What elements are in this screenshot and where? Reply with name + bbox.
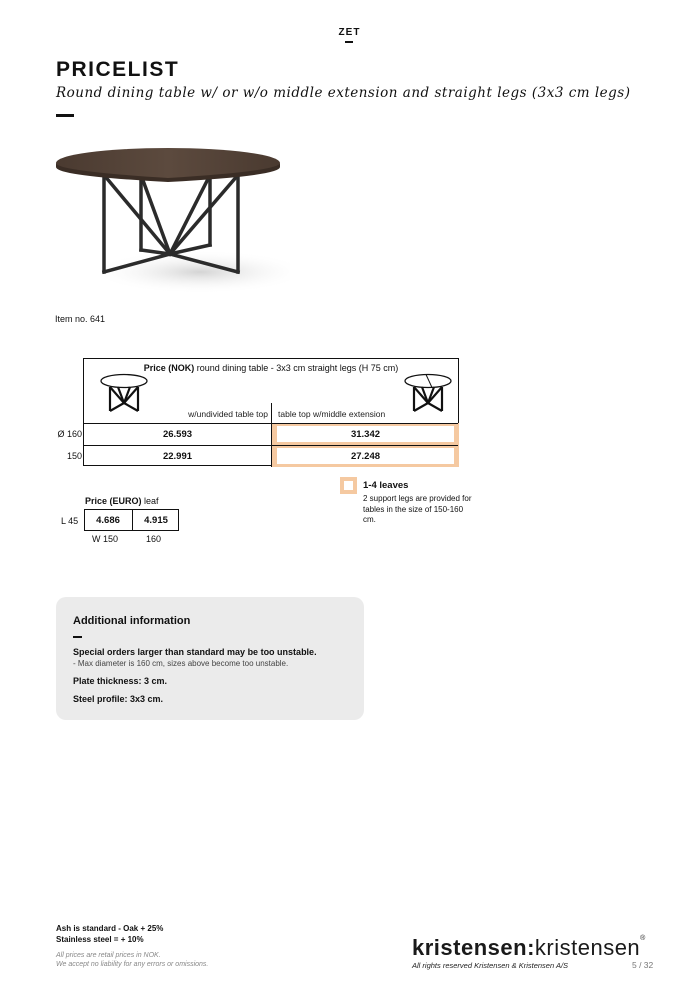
price-150-extension: 27.248 xyxy=(350,451,381,462)
footer-steel-note: Stainless steel = + 10% xyxy=(56,935,144,944)
page-subtitle: Round dining table w/ or w/o middle extension and straight legs (3x3 cm legs) xyxy=(56,85,631,101)
col-extension-label: table top w/middle extension xyxy=(278,409,386,419)
leaves-legend-swatch-inner xyxy=(344,481,353,490)
footer-liability-note: We accept no liability for any errors or omissions. xyxy=(56,961,209,968)
leaf-width-150: W 150 xyxy=(92,534,119,544)
info-plate-thickness: Plate thickness: 3 cm. xyxy=(73,676,168,686)
info-special-orders: Special orders larger than standard may be too unstable. xyxy=(73,647,317,657)
brand-part-1: kristensen xyxy=(412,935,528,960)
info-steel-profile: Steel profile: 3x3 cm. xyxy=(73,694,164,704)
price-160-extension: 31.342 xyxy=(350,429,381,440)
brand-logo xyxy=(412,935,646,961)
title-divider xyxy=(56,114,74,117)
extension-table-icon xyxy=(402,373,454,419)
euro-leaf-title xyxy=(85,496,159,506)
euro-title-bold: Price (EURO) xyxy=(85,496,142,506)
row-divider xyxy=(84,423,458,424)
undivided-table-icon xyxy=(98,373,150,419)
nok-price-table xyxy=(83,358,459,466)
round-dining-table-photo xyxy=(50,140,290,310)
page-title: PRICELIST xyxy=(56,58,180,81)
leaves-legend-swatch xyxy=(340,477,357,494)
col-undivided-label: w/undivided table top xyxy=(188,409,268,419)
brand-separator: : xyxy=(527,935,535,960)
leaf-length-label: L 45 xyxy=(61,516,79,526)
leaf-width-160: 160 xyxy=(146,534,162,544)
page-number: 5 / 32 xyxy=(632,960,654,970)
leaf-price-150: 4.686 xyxy=(96,515,120,526)
collection-underline xyxy=(345,41,353,43)
price-150-undivided: 22.991 xyxy=(162,451,193,462)
info-divider xyxy=(73,636,82,638)
info-title: Additional information xyxy=(73,615,191,627)
size-label-160: Ø 160 xyxy=(57,429,82,439)
euro-leaf-table xyxy=(84,509,179,531)
nok-table-header xyxy=(84,363,458,373)
size-label-150: 150 xyxy=(66,451,82,461)
additional-info-panel xyxy=(56,597,364,720)
copyright-text: All rights reserved Kristensen & Kristensen A/S xyxy=(412,961,569,970)
item-number: Item no. 641 xyxy=(55,314,106,324)
footer-ash-note: Ash is standard - Oak + 25% xyxy=(56,924,164,933)
price-160-undivided: 26.593 xyxy=(162,429,193,440)
brand-registered-mark: ® xyxy=(640,935,646,942)
nok-header-bold: Price (NOK) xyxy=(143,363,195,373)
brand-part-2: kristensen xyxy=(534,935,641,960)
leaves-legend-title: 1-4 leaves xyxy=(363,480,409,491)
collection-name: ZET xyxy=(338,27,361,38)
info-max-diameter-note: - Max diameter is 160 cm, sizes above become too unstable. xyxy=(73,659,289,668)
leaf-price-160: 4.915 xyxy=(144,515,168,526)
leaves-legend-text: 2 support legs are provided for tables in the size of 150-160 cm. xyxy=(363,494,472,524)
footer-retail-note: All prices are retail prices in NOK. xyxy=(56,952,161,959)
row-divider xyxy=(84,445,458,446)
nok-header-text: round dining table - 3x3 cm straight legs (H 75 cm) xyxy=(194,363,399,373)
euro-title-text: leaf xyxy=(141,496,159,506)
